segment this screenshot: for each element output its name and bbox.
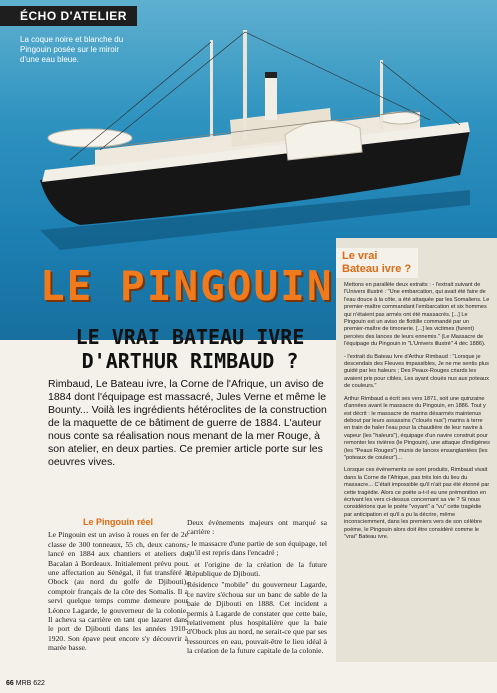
page-footer — [6, 680, 45, 687]
sidebar-body — [344, 282, 490, 546]
article-column-2 — [187, 518, 327, 658]
column-paragraph: Deux événements majeurs ont marqué sa carrière : — [187, 518, 327, 537]
article-column-1 — [48, 518, 188, 655]
photo-caption: La coque noire et blanche du Pingouin posée sur le miroir d'une eau bleue. — [20, 35, 124, 64]
page-number: 66 — [6, 680, 14, 687]
sidebar-paragraph: - l'extrait du Bateau Ivre d'Arthur Rimbaud : "Lorsque je descendais des Fleuves impassibles, Je ne me sentis plus guidé par les haleurs ; Des Peaux-Rouges criards les avaient pris pour cibles, Les ayant cloués nus aux poteaux de couleurs." — [344, 353, 489, 390]
sidebar-paragraph: Mettons en parallèle deux extraits : - l'extrait suivant de l'Univers illustré : "Une embarcation, qui avait été faire de l'eau douce à la côte, a été attaquée par les Somaliens. Le premier-maître commandant l'embarcation et six hommes qui n'étaient pas armés ont été massacrés. [...] Le Pingouin est un aviso de flottille commandé par un premier-maître de timonerie. [...] les victimes (furent) percées des lances de leurs ennemis." (Le Massacre de l'équipage du Pingouin in "L'Univers illustré" 4 déc 1886). — [344, 282, 490, 348]
column-paragraph: Résidence "mobile" du gouverneur Lagarde, ce navire s'échoua sur un banc de sable de la baie de Djibouti en 1888. Cet incident a permis à Lagarde de constater que cette baie, relativement plus hospitalière que la baie d'Obock plus au nord, ne serait-ce que par ses ressources en eau, pouvait-être le lieu idéal à la création de la future capitale de la colonie. — [187, 580, 327, 656]
column-paragraph: Le Pingouin est un aviso à roues en fer de 2e classe de 300 tonneaux, 55 ch, deux canons, lancé en 1884 aux chantiers et ateliers du Bacalan à Bordeaux. Initialement prévu pour une affectation au Sénégal, il fut transféré à Obock (au nord du golfe de Djibouti), comptoir français de la côte des Somalis. Il a servi quelque temps comme demeure pour Léonce Lagarde, le gouverneur de la colonie. Il acheva sa carrière en tant que lazaret dans le port de Djibouti dans les années 1910-1920. Son épave peut encore s'y découvrir à marée basse. — [48, 530, 188, 653]
section-tab: ÉCHO D'ATELIER — [0, 6, 137, 26]
article-intro: Rimbaud, Le Bateau ivre, la Corne de l'Afrique, un aviso de 1884 dont l'équipage est massacré, Jules Verne et même le Bounty... Voilà les ingrédients hétéroclites de la construction de la maquette de ce bâtiment de guerre de 1884. L'auteur nous conte sa réalisation nous menant de la mer Rouge, à son atelier, en deux parties. Ce premier article porte sur les oeuvres vives. — [48, 378, 327, 468]
article-title: LE PINGOUIN — [40, 262, 334, 310]
sidebar-paragraph: Lorsque ces événements se sont produits, Rimbaud vivait dans la Corne de l'Afrique, pas très loin du lieu du massacre... C'était impossible qu'il n'ait pas été étonné par cette tragédie. Alors ce poète a-t-il eu une prémonition en écrivant les vers ci-dessus concernant sa vie ? Si nous considérions que le poète "voyant" a "vu" cette tragédie par anticipation et qu'il a pu la décrire, même inconsciemment, dans les premiers vers de son célèbre poème, le Pingouin alors doit être considéré comme le "vrai" Bateau ivre. — [344, 467, 490, 540]
issue-label: MRB 622 — [15, 680, 45, 687]
sidebar-heading: Le vrai Bateau ivre ? — [336, 248, 418, 278]
sidebar-box — [336, 238, 497, 662]
sidebar-paragraph: Arthur Rimbaud a écrit ses vers 1871, soit une quinzaine d'années avant le massacre du Pingouin, en 1886. Tout y est décrit : le massacre de marins désarmés maintenus debout par leurs assassins ("cloués nus") marins à terre en train de haler l'eau pour la chaudière de leur navire à vapeur (les "haleurs"), équipage d'un navire construit pour remonter les rivières (le Pingouin), une attaque d'indigènes (les "Peaux Rouges") munis de lances ensanglantées (les "poteaux de couleur")... — [344, 395, 490, 461]
column-paragraph: - le massacre d'une partie de son équipage, tel qu'il est repris dans l'encadré ; — [187, 538, 327, 558]
column-paragraph: - et l'origine de la création de la future République de Djibouti. — [187, 559, 327, 579]
article-subtitle: LE VRAI BATEAU IVRE D'ARTHUR RIMBAUD ? — [75, 325, 305, 373]
column-heading: Le Pingouin réel — [82, 517, 153, 527]
